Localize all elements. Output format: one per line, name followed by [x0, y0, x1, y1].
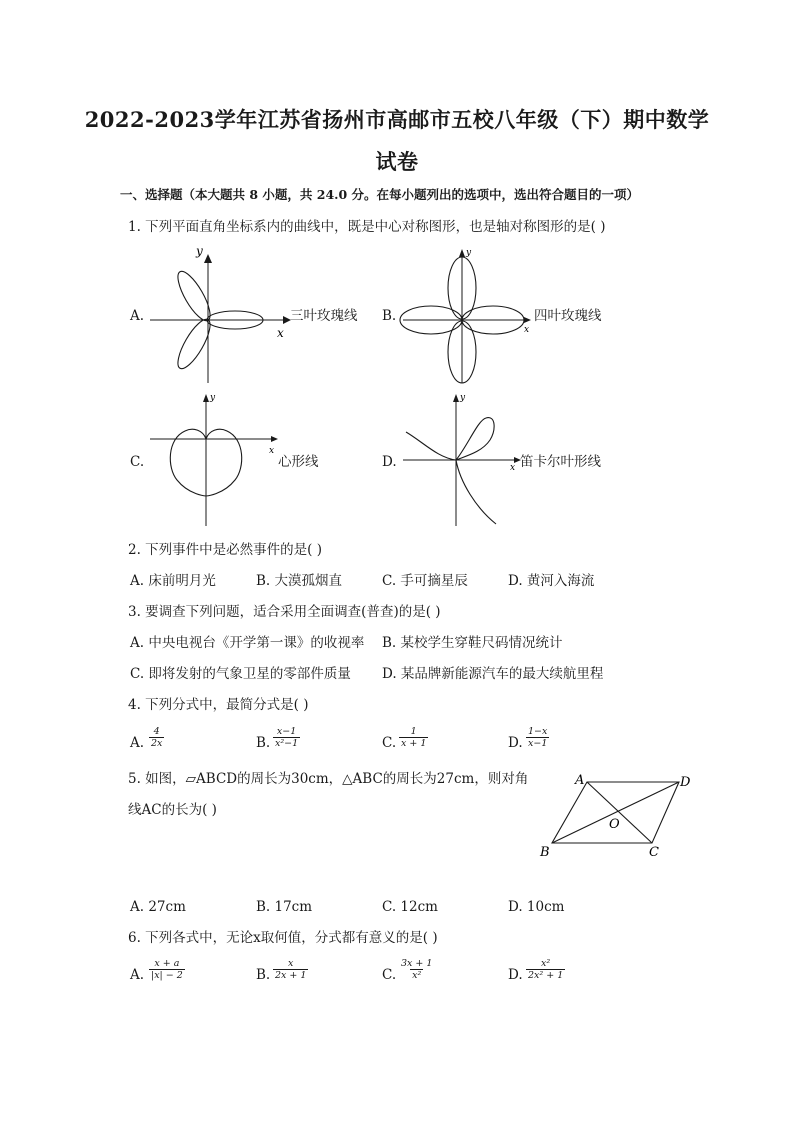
- q5-stem-line2: 线AC的长为( ): [128, 802, 217, 818]
- q6-option-c-label: C.: [382, 967, 397, 983]
- q4-option-a-fraction: [149, 726, 164, 749]
- q1-graph-d: [398, 390, 528, 528]
- q5-point-d: D: [680, 775, 691, 790]
- q4-option-a-label: A.: [130, 735, 145, 751]
- q3-option-a: A. 中央电视台《开学第一课》的收视率: [130, 635, 365, 651]
- q6-option-b-label: B.: [256, 967, 271, 983]
- q1-option-c-label: C.: [130, 454, 145, 470]
- q4-option-b-label: B.: [256, 735, 271, 751]
- q1-caption-b: 四叶玫瑰线: [534, 308, 602, 324]
- q6-option-a-label: A.: [130, 967, 145, 983]
- q1-graph-a: [145, 243, 295, 385]
- q6-c-numerator: 3x + 1: [401, 958, 433, 969]
- q6-a-numerator: x + a: [154, 958, 180, 969]
- q4-c-numerator: 1: [410, 726, 417, 737]
- q1-stem: 1. 下列平面直角坐标系内的曲线中，既是中心对称图形，也是轴对称图形的是( ): [128, 219, 606, 235]
- q5-point-c: C: [649, 845, 659, 860]
- q5-stem-line1: 5. 如图，▱ABCD的周长为30cm，△ABC的周长为27cm，则对角: [128, 771, 529, 787]
- q4-stem: 4. 下列分式中，最简分式是( ): [128, 697, 309, 713]
- q1-c-y-label: y: [210, 393, 216, 403]
- q6-b-denominator: 2x + 1: [275, 970, 307, 981]
- q3-option-d: D. 某品牌新能源汽车的最大续航里程: [382, 666, 604, 682]
- q1-option-b-label: B.: [382, 308, 397, 324]
- q1-a-y-label: y: [196, 244, 203, 258]
- q4-d-denominator: x−1: [528, 738, 548, 749]
- q4-b-denominator: x²−1: [275, 738, 299, 749]
- q6-c-denominator: x²: [412, 970, 422, 981]
- q4-c-denominator: x + 1: [401, 738, 427, 749]
- q1-d-x-label: x: [510, 463, 516, 473]
- q3-option-c: C. 即将发射的气象卫星的零部件质量: [130, 666, 351, 682]
- q1-caption-a: 三叶玫瑰线: [290, 308, 358, 324]
- q1-option-a-label: A.: [130, 308, 145, 324]
- q4-a-denominator: 2x: [151, 738, 163, 749]
- q4-d-numerator: 1−x: [528, 726, 548, 737]
- q1-graph-c: [145, 390, 285, 528]
- section-heading: 一、选择题（本大题共 8 小题，共 24.0 分。在每小题列出的选项中，选出符合题目的一项）: [120, 187, 640, 202]
- q6-option-d-label: D.: [508, 967, 523, 983]
- q4-option-c-fraction: [399, 726, 428, 749]
- q1-b-y-label: y: [466, 248, 472, 258]
- q5-parallelogram-figure: [535, 768, 695, 862]
- q2-option-b: B. 大漠孤烟直: [256, 573, 343, 589]
- q5-option-c: C. 12cm: [382, 899, 438, 915]
- q6-b-numerator: x: [288, 958, 294, 969]
- q6-option-c-fraction: [399, 958, 434, 981]
- q2-stem: 2. 下列事件中是必然事件的是( ): [128, 542, 322, 558]
- q1-caption-d: 笛卡尔叶形线: [520, 454, 601, 470]
- q6-option-b-fraction: [273, 958, 308, 981]
- q1-option-d-label: D.: [382, 454, 397, 470]
- q4-option-d-label: D.: [508, 735, 523, 751]
- q1-c-x-label: x: [269, 446, 275, 456]
- q1-d-y-label: y: [460, 393, 466, 403]
- q6-stem: 6. 下列各式中，无论x取何值，分式都有意义的是( ): [128, 930, 438, 946]
- q6-option-d-fraction: [526, 958, 565, 981]
- q2-option-d: D. 黄河入海流: [508, 573, 595, 589]
- q3-option-b: B. 某校学生穿鞋尺码情况统计: [382, 635, 563, 651]
- q5-option-d: D. 10cm: [508, 899, 565, 915]
- q2-option-c: C. 手可摘星辰: [382, 573, 468, 589]
- q6-option-a-fraction: [149, 958, 185, 981]
- q1-graph-b: [398, 243, 538, 385]
- q3-stem: 3. 要调查下列问题，适合采用全面调查(普查)的是( ): [128, 604, 441, 620]
- q5-option-b: B. 17cm: [256, 899, 313, 915]
- q2-option-a: A. 床前明月光: [130, 573, 216, 589]
- q6-d-denominator: 2x² + 1: [528, 970, 564, 981]
- q6-d-numerator: x²: [541, 958, 551, 969]
- q5-point-a: A: [575, 773, 585, 788]
- q4-option-c-label: C.: [382, 735, 397, 751]
- q5-point-b: B: [540, 845, 550, 860]
- q6-a-denominator: |x| − 2: [151, 970, 183, 981]
- q1-b-x-label: x: [524, 325, 530, 335]
- page-title-line1: 2022-2023学年江苏省扬州市高邮市五校八年级（下）期中数学: [84, 107, 710, 132]
- q1-caption-c: 心形线: [278, 454, 319, 470]
- q1-a-x-label: x: [277, 326, 284, 340]
- page-title-line2: 试卷: [375, 149, 419, 174]
- q4-option-d-fraction: [526, 726, 549, 749]
- q4-option-b-fraction: [273, 726, 300, 749]
- q4-a-numerator: 4: [153, 726, 160, 737]
- q4-b-numerator: x−1: [276, 726, 297, 737]
- q5-point-o: O: [609, 817, 620, 832]
- q5-option-a: A. 27cm: [130, 899, 186, 915]
